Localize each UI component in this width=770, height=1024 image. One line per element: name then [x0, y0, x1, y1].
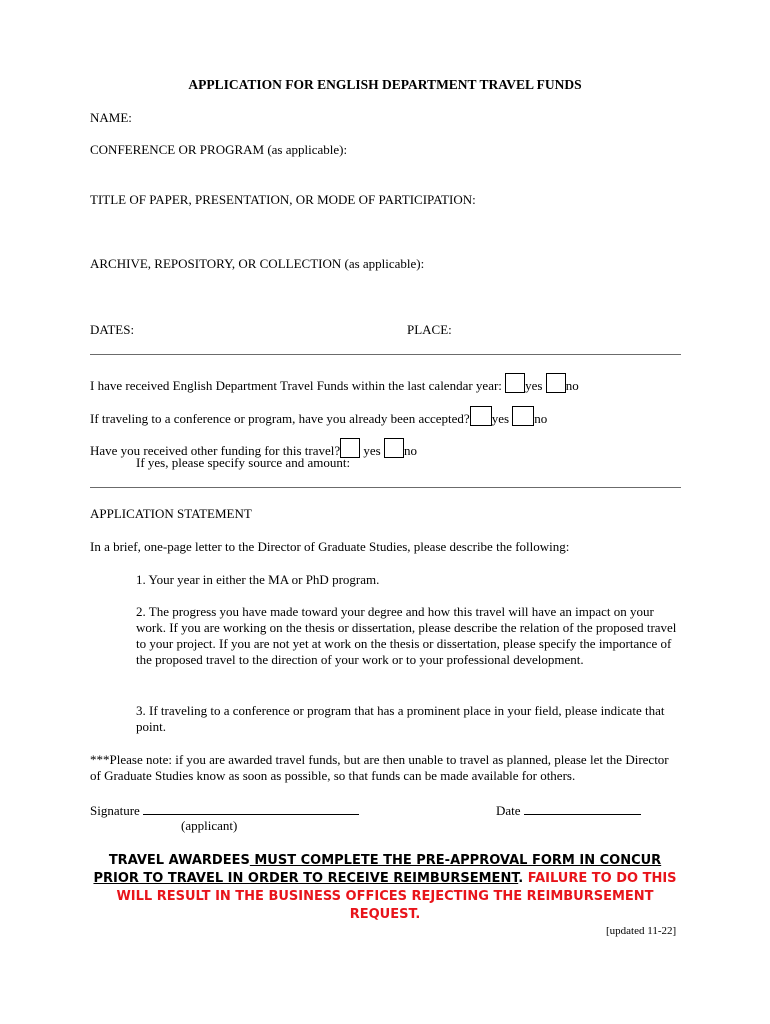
- signature-label: Signature: [90, 803, 140, 818]
- form-title: APPLICATION FOR ENGLISH DEPARTMENT TRAVEL FUNDS: [188, 77, 582, 92]
- question-accepted-text: If traveling to a conference or program, have you already been accepted?: [90, 411, 470, 426]
- prior-funds-no-checkbox[interactable]: [546, 373, 566, 393]
- notice-awardees: TRAVEL AWARDEES: [108, 853, 250, 868]
- concur-notice: [90, 852, 680, 924]
- date-label: Date: [496, 803, 521, 818]
- name-label: NAME:: [90, 110, 132, 125]
- notice-requirement: MUST COMPLETE THE PRE-APPROVAL FORM IN CONCUR PRIOR TO TRAVEL IN ORDER TO RECEIVE REIMBURSEMENT: [93, 853, 662, 886]
- other-funding-followup: If yes, please specify source and amount:: [136, 455, 351, 470]
- question-prior-funds: [90, 373, 579, 394]
- notice-warning-line2: RESULT IN THE BUSINESS OFFICES REJECTING THE REIMBURSEMENT REQUEST.: [156, 889, 654, 922]
- date-row: [496, 802, 641, 819]
- statement-intro: In a brief, one-page letter to the Director of Graduate Studies, please describe the following:: [90, 539, 570, 554]
- accepted-no-label: no: [534, 411, 548, 426]
- section-divider-bottom: [90, 487, 681, 488]
- prior-funds-yes-label: yes: [525, 378, 543, 393]
- statement-note: ***Please note: if you are awarded travel funds, but are then unable to travel as planned, please let the Director of Graduate Studies know as soon as possible, so that funds can be made available for others.: [90, 752, 669, 783]
- question-prior-funds-text: I have received English Department Travel Funds within the last calendar year:: [90, 378, 502, 393]
- updated-date: [updated 11-22]: [606, 925, 677, 937]
- accepted-yes-label: yes: [491, 411, 510, 426]
- statement-item-3: 3. If traveling to a conference or program that has a prominent place in your field, please indicate that point.: [136, 703, 665, 734]
- notice-warning-line1: FAILURE TO DO THIS WILL: [116, 871, 677, 904]
- applicant-label: (applicant): [181, 818, 238, 833]
- notice-period: .: [518, 871, 524, 886]
- question-other-funding-text: Have you received other funding for this travel?: [90, 443, 341, 458]
- signature-field[interactable]: [143, 802, 359, 815]
- archive-label: ARCHIVE, REPOSITORY, OR COLLECTION (as applicable):: [90, 256, 425, 271]
- dates-label: DATES:: [90, 322, 135, 337]
- prior-funds-yes-checkbox[interactable]: [505, 373, 525, 393]
- section-divider-top: [90, 354, 681, 355]
- statement-item-2: 2. The progress you have made toward your degree and how this travel will have an impact on your work. If you are working on the thesis or dissertation, please describe the relation of the proposed travel to your project. If you are not yet at work on the thesis or dissertation, please specify the importance of the proposed travel to the direction of your work or to your professional development.: [136, 604, 677, 667]
- other-funding-no-checkbox[interactable]: [384, 438, 404, 458]
- question-accepted: [90, 406, 547, 427]
- accepted-yes-checkbox[interactable]: [470, 406, 492, 426]
- paper-title-label: TITLE OF PAPER, PRESENTATION, OR MODE OF PARTICIPATION:: [90, 192, 476, 207]
- accepted-no-checkbox[interactable]: [512, 406, 534, 426]
- statement-heading: APPLICATION STATEMENT: [90, 506, 252, 521]
- place-label: PLACE:: [407, 322, 452, 337]
- signature-row: [90, 802, 359, 819]
- prior-funds-no-label: no: [565, 378, 579, 393]
- statement-item-1: 1. Your year in either the MA or PhD program.: [136, 572, 380, 587]
- other-funding-no-label: no: [404, 443, 417, 458]
- date-field[interactable]: [524, 802, 641, 815]
- conference-label: CONFERENCE OR PROGRAM (as applicable):: [90, 142, 348, 157]
- other-funding-yes-label: yes: [363, 443, 381, 458]
